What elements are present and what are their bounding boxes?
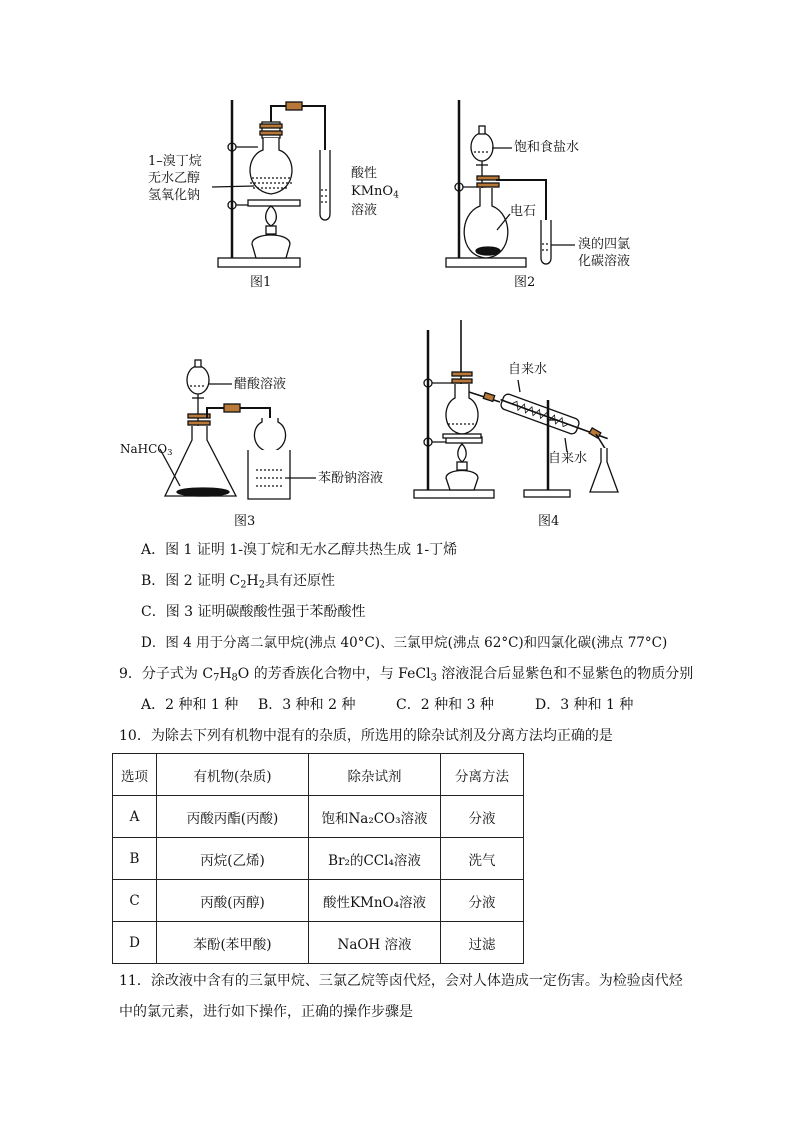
table-cell: 苯酚(苯甲酸) [157,922,309,964]
fig3-flask-label: NaHCO$_3$ [120,442,173,458]
fig1-label-naoh: 氢氧化钠 [148,188,201,203]
q10-header-option: 选项 [113,754,157,796]
q9-option-d: D．3 种和 1 种 [535,697,634,713]
q11-stem-line2: 中的氯元素，进行如下操作，正确的操作步骤是 [119,1004,413,1020]
fig1-label-ethanol: 无水乙醇 [148,171,201,186]
q10-header-method: 分离方法 [441,754,524,796]
q8-option-c: C．图 3 证明碳酸酸性强于苯酚酸性 [141,604,366,620]
fig1-caption: 图1 [250,275,272,290]
table-cell: 丙烷(乙烯) [157,838,309,880]
q10-header-compound: 有机物(杂质) [157,754,309,796]
fig2-tube-label-line2: 化碳溶液 [578,254,631,269]
table-cell: B [113,838,157,880]
fig1-tube-label-acidic: 酸性 [351,166,378,181]
table-cell: 洗气 [441,838,524,880]
q11-stem-line1: 11．涂改液中含有的三氯甲烷、三氯乙烷等卤代烃，会对人体造成一定伤害。为检验卤代烃 [119,973,683,989]
figure-4-apparatus [0,0,794,540]
table-row [113,880,524,922]
fig2-funnel-label: 饱和食盐水 [514,140,580,155]
table-cell: 丙酸丙酯(丙酸) [157,796,309,838]
q10-stem: 10．为除去下列有机物中混有的杂质，所选用的除杂试剂及分离方法均正确的是 [119,728,613,744]
q8-option-d: D．图 4 用于分离二氯甲烷(沸点 40°C)、三氯甲烷(沸点 62°C)和四氯化碳(沸点 77°C) [141,635,668,651]
table-cell: 丙酸(丙醇) [157,880,309,922]
fig4-caption: 图4 [538,514,560,529]
table-cell: 分液 [441,796,524,838]
table-cell: 饱和Na₂CO₃溶液 [309,796,441,838]
table-row [113,922,524,964]
table-row [113,796,524,838]
table-cell: D [113,922,157,964]
fig2-tube-label-line1: 溴的四氯 [578,237,631,252]
q8-option-b: B．图 2 证明 $C_2H_2$具有还原性 [141,573,335,591]
fig3-caption: 图3 [234,514,256,529]
fig1-tube-label-solution: 溶液 [351,203,378,218]
q10-table [112,753,524,964]
table-cell: C [113,880,157,922]
fig4-water-out-label: 自来水 [548,451,588,466]
q10-header-reagent: 除杂试剂 [309,754,441,796]
fig3-beaker-label: 苯酚钠溶液 [318,471,384,486]
fig1-label-1-bromobutane: 1–溴丁烷 [148,154,202,169]
fig2-caption: 图2 [514,275,536,290]
fig2-flask-label: 电石 [510,204,537,219]
q8-option-a: A．图 1 证明 1-溴丁烷和无水乙醇共热生成 1-丁烯 [141,542,458,558]
table-row [113,838,524,880]
q9-option-c: C．2 种和 3 种 [396,697,494,713]
q9-stem: 9．分子式为 $C_7H_8O$ 的芳香族化合物中，与 FeCl$_3$ 溶液混合后显紫色和不显紫色的物质分别 [119,666,694,684]
table-cell: Br₂的CCl₄溶液 [309,838,441,880]
q10-table-header [113,754,524,796]
table-cell: A [113,796,157,838]
table-cell: 酸性KMnO₄溶液 [309,880,441,922]
q9-option-a: A．2 种和 1 种 [141,697,239,713]
fig1-tube-label-kmno4: KMnO$_4$ [351,184,399,201]
table-cell: 分液 [441,880,524,922]
table-cell: 过滤 [441,922,524,964]
table-cell: NaOH 溶液 [309,922,441,964]
fig4-water-in-label: 自来水 [508,362,548,377]
fig3-funnel-label: 醋酸溶液 [234,377,287,392]
q9-option-b: B．3 种和 2 种 [258,697,356,713]
